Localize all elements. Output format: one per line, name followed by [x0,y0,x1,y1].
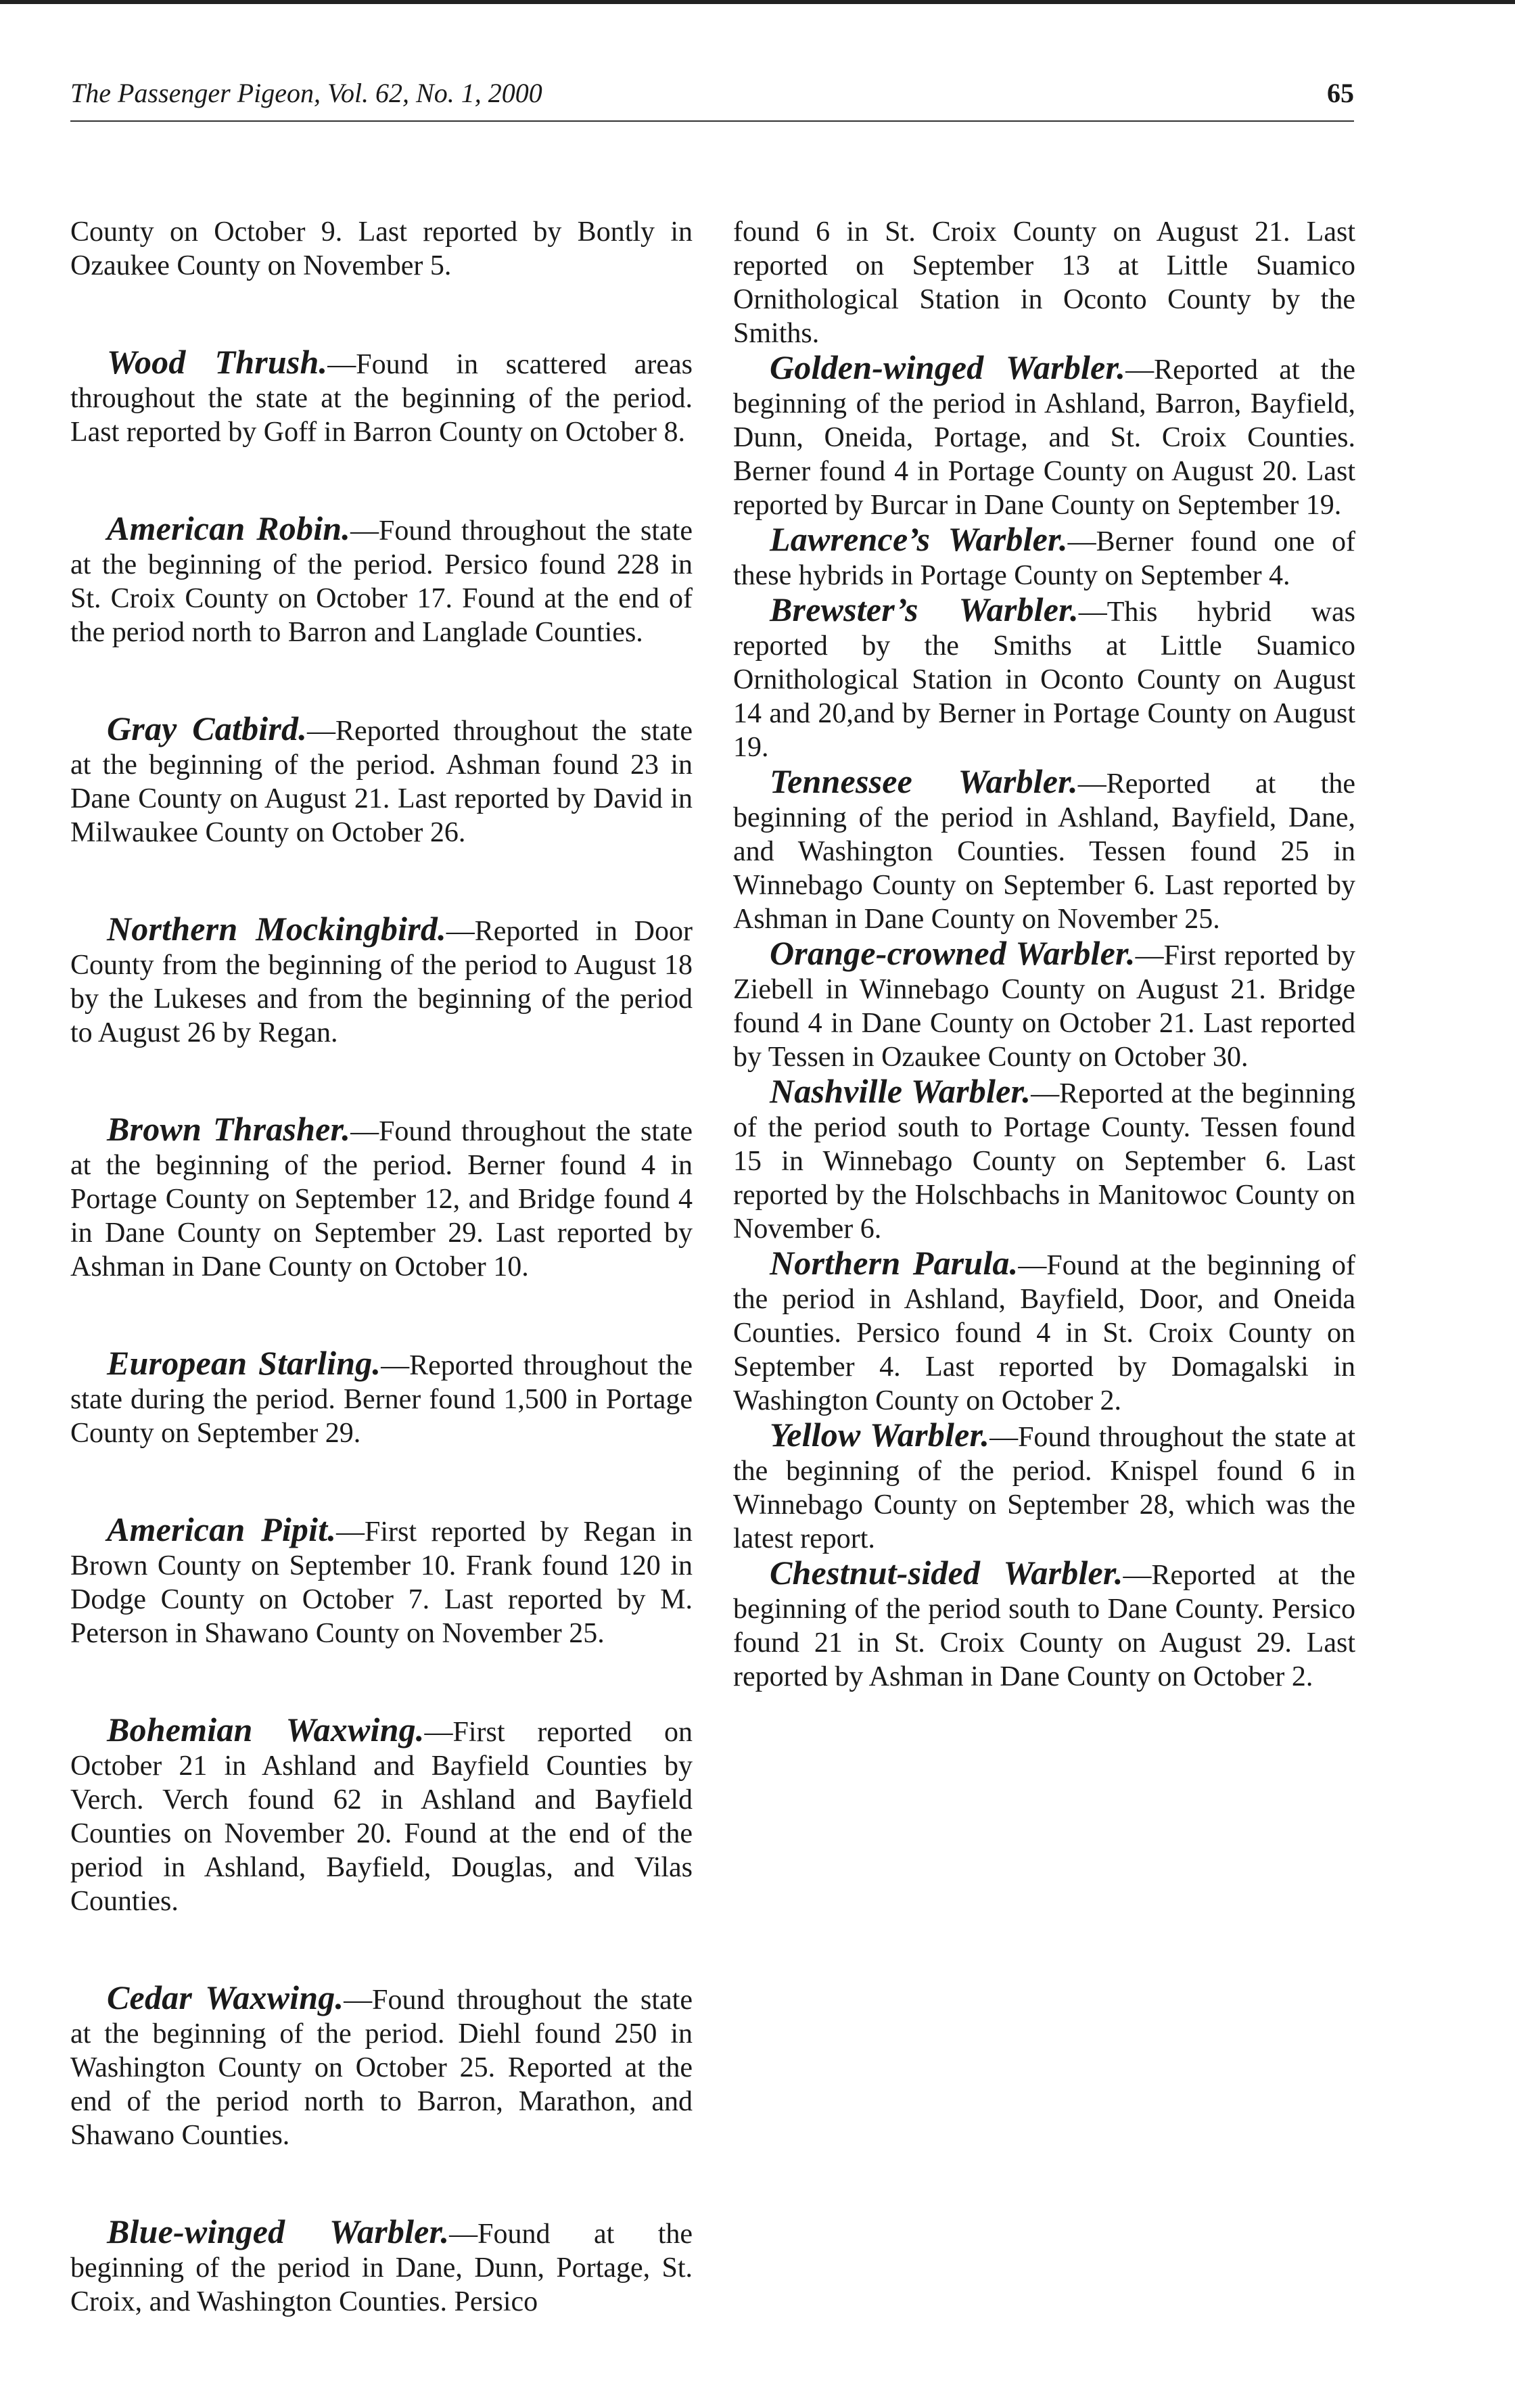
header-rule [70,120,1354,122]
left-continuation-paragraph: County on October 9. Last reported by Bontly in Ozaukee County on November 5. [70,216,693,281]
species-entry [70,2215,693,2319]
species-account: —Found at the beginning of the period in Dane, Dunn, Portage, St. Croix, and Washington Counties. Persico [70,2219,693,2317]
species-entry [733,1074,1355,1246]
species-account: —First reported on October 21 in Ashland and Bayfield Counties by Verch. Verch found 62 in Ashland and Bayfield Counties on November 20. Found at the end of the period in Ashland, Bayfield, Douglas, and Vilas Counties. [70,1717,693,1917]
species-account: —Reported at the beginning of the period in Ashland, Bayfield, Dane, and Washington Counties. Tessen found 25 in Winnebago County on September 6. Last reported by Ashman in Dane County on November 25. [733,768,1355,935]
species-name: Northern Parula. [770,1244,1019,1282]
species-name: Brown Thrasher. [107,1110,351,1148]
species-entry [70,1713,693,1918]
right-column [733,215,1355,1694]
species-entry [733,593,1355,764]
species-name: American Pipit. [107,1510,337,1548]
species-account: —Reported at the beginning of the period south to Dane County. Persico found 21 in St. Croix County on August 29. Last reported by Ashman in Dane County on October 2. [733,1560,1355,1692]
species-entry [70,511,693,649]
species-name: Orange-crowned Warbler. [770,934,1136,972]
species-entry [70,712,693,850]
species-account: —Found throughout the state at the beginning of the period. Diehl found 250 in Washington County on October 25. Reported at the end of the period north to Barron, Marathon, and Shawano Counties. [70,1985,693,2151]
species-account: —Reported throughout the state at the beginning of the period. Ashman found 23 in Dane County on August 21. Last reported by David in Milwaukee County on October 26. [70,716,693,848]
species-entry [70,912,693,1050]
species-name: Gray Catbird. [107,710,307,747]
journal-title: The Passenger Pigeon, Vol. 62, No. 1, 2000 [70,78,542,108]
species-entry [733,764,1355,936]
species-entry [733,1556,1355,1694]
page-number: 65 [1327,78,1354,108]
species-entry [733,1418,1355,1556]
running-header [70,77,1354,109]
species-name: Brewster’s Warbler. [770,591,1079,628]
species-name: Yellow Warbler. [770,1416,990,1454]
species-name: Wood Thrush. [107,343,328,381]
top-border-rule [0,0,1515,4]
species-entry [733,1246,1355,1418]
left-column [70,215,693,2319]
species-entry [70,345,693,449]
species-entry [70,1978,693,2152]
species-name: Lawrence’s Warbler. [770,520,1068,558]
species-account: —Found at the beginning of the period in Ashland, Bayfield, Door, and Oneida Counties. Persico found 4 in St. Croix County on September 4. Last reported by Domagalski in Washington County on October 2. [733,1250,1355,1416]
species-account: —Found throughout the state at the beginning of the period. Berner found 4 in Portage County on September 12, and Bridge found 4 in Dane County on September 29. Last reported by Ashman in Dane County on October 10. [70,1116,693,1282]
right-continuation-paragraph: found 6 in St. Croix County on August 21. Last reported on September 13 at Little Suamico Ornithological Station in Oconto County by the Smiths. [733,216,1355,349]
species-name: Northern Mockingbird. [107,910,446,948]
species-name: Cedar Waxwing. [107,1978,344,2016]
species-account: —Reported at the beginning of the period in Ashland, Barron, Bayfield, Dunn, Oneida, Portage, and St. Croix Counties. Berner found 4 in Portage County on August 20. Last reported by Burcar in Dane County on September 19. [733,354,1355,521]
species-account: —Found in scattered areas throughout the state at the beginning of the period. Last reported by Goff in Barron County on October 8. [70,349,693,448]
species-name: Blue-winged Warbler. [107,2213,450,2250]
species-account: —Berner found one of these hybrids in Portage County on September 4. [733,526,1355,591]
species-account: —This hybrid was reported by the Smiths at Little Suamico Ornithological Station in Oconto County on August 14 and 20,and by Berner in Portage County on August 19. [733,597,1355,763]
species-account: —First reported by Regan in Brown County on September 10. Frank found 120 in Dodge County on October 7. Last reported by M. Peterson in Shawano County on November 25. [70,1516,693,1649]
species-entry [70,1112,693,1284]
species-name: Chestnut-sided Warbler. [770,1554,1123,1592]
species-account: —Reported at the beginning of the period south to Portage County. Tessen found 15 in Winnebago County on September 6. Last reported by the Holschbachs in Manitowoc County on November 6. [733,1078,1355,1245]
species-name: American Robin. [107,509,351,547]
species-account: —First reported by Ziebell in Winnebago County on August 21. Bridge found 4 in Dane County on October 21. Last reported by Tessen in Ozaukee County on October 30. [733,940,1356,1073]
species-name: Golden-winged Warbler. [770,348,1126,386]
species-account: —Found throughout the state at the beginning of the period. Persico found 228 in St. Croix County on October 17. Found at the end of the period north to Barron and Langlade Counties. [70,515,693,648]
species-entry [733,936,1355,1074]
species-account: —Found throughout the state at the beginning of the period. Knispel found 6 in Winnebago County on September 28, which was the latest report. [733,1422,1355,1554]
species-name: Bohemian Waxwing. [107,1711,425,1749]
species-name: Tennessee Warbler. [770,762,1078,800]
species-account: —Reported in Door County from the beginning of the period to August 18 by the Lukeses and from the beginning of the period to August 26 by Regan. [70,916,693,1048]
species-entry [70,1512,693,1650]
species-entry [70,1346,693,1450]
species-account: —Reported throughout the state during the period. Berner found 1,500 in Portage County on September 29. [70,1350,693,1449]
species-entry [733,350,1355,522]
species-name: Nashville Warbler. [770,1072,1031,1110]
species-name: European Starling. [107,1344,381,1382]
species-entry [733,522,1355,593]
